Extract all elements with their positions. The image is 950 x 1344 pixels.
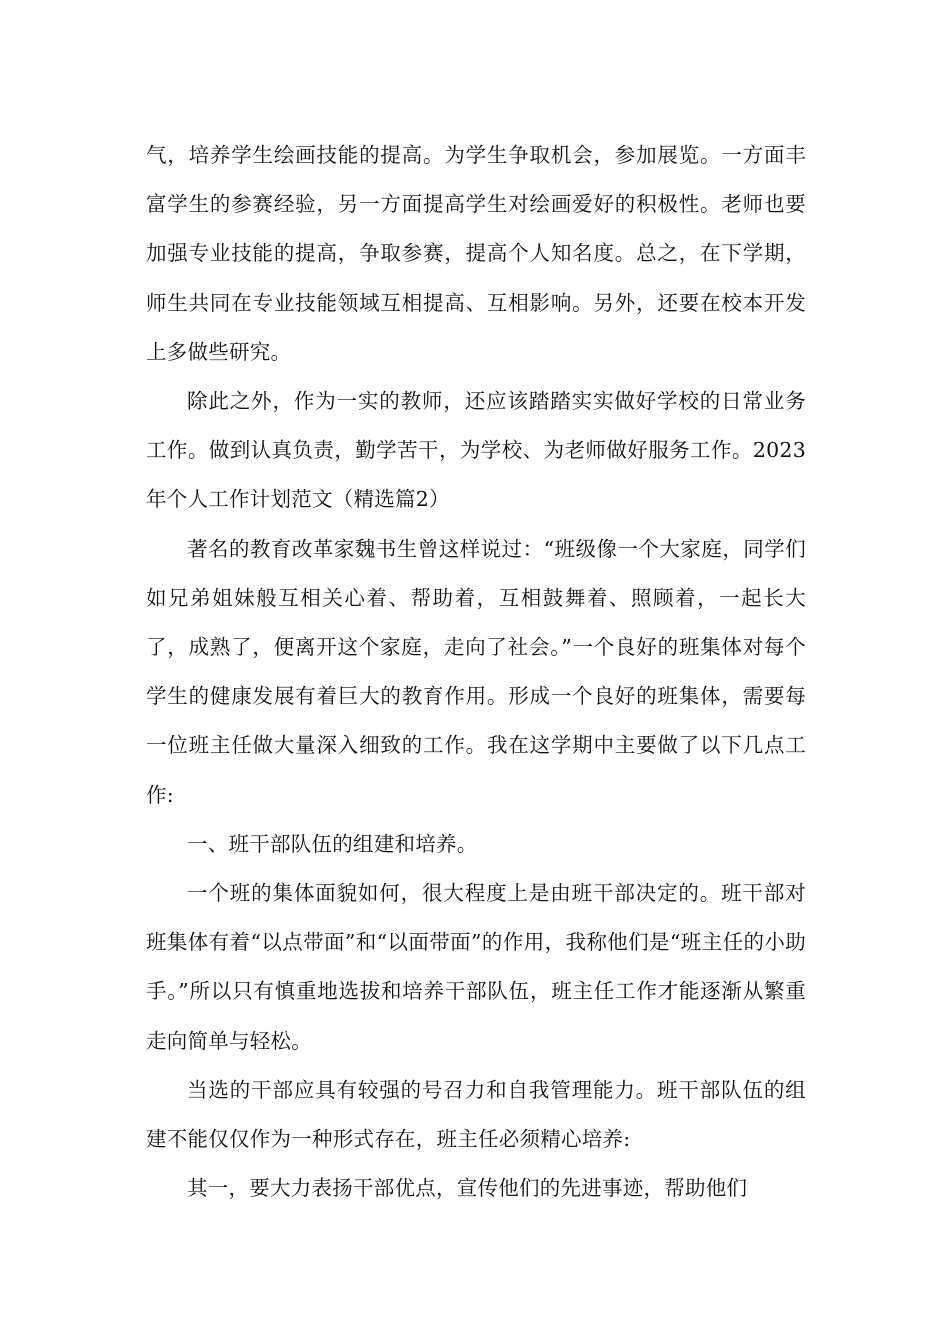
paragraph-continuation: 气，培养学生绘画技能的提高。为学生争取机会，参加展览。一方面丰富学生的参赛经验，另一方面提高学生对绘画爱好的积极性。老师也要加强专业技能的提高，争取参赛，提高个人知名度。总之，在下学期，师生共同在专业技能领域互相提高、互相影响。另外，还要在校本开发上多做些研究。 [146,143,806,364]
paragraph-quote-wei-shusheng: 著名的教育改革家魏书生曾这样说过：“班级像一个大家庭，同学们如兄弟姐妹般互相关心着、帮助着，互相鼓舞着、照顾着，一起长大了，成熟了，便离开这个家庭，走向了社会。”一个良好的班集体对每个学生的健康发展有着巨大的教育作用。形成一个良好的班集体，需要每一位班主任做大量深入细致的工作。我在这学期中主要做了以下几点工作: [146,536,806,807]
paragraph-daily-work: 除此之外，作为一实的教师，还应该踏踏实实做好学校的日常业务工作。做到认真负责，勤学苦干，为学校、为老师做好服务工作。2023年个人工作计划范文（精选篇2） [146,389,806,512]
paragraph-cadre-training: 当选的干部应具有较强的号召力和自我管理能力。班干部队伍的组建不能仅仅作为一种形式存在，班主任必须精心培养: [146,1077,806,1152]
paragraph-first-point: 其一，要大力表扬干部优点，宣传他们的先进事迹，帮助他们 [187,1176,748,1201]
paragraph-class-cadre-role: 一个班的集体面貌如何，很大程度上是由班干部决定的。班干部对班集体有着“以点带面”和“以面带面”的作用，我称他们是“班主任的小助手。”所以只有慎重地选拔和培养干部队伍，班主任工作才能逐渐从繁重走向简单与轻松。 [146,881,806,1053]
section-heading-class-cadre: 一、班干部队伍的组建和培养。 [187,831,478,856]
document-page [146,131,806,1213]
